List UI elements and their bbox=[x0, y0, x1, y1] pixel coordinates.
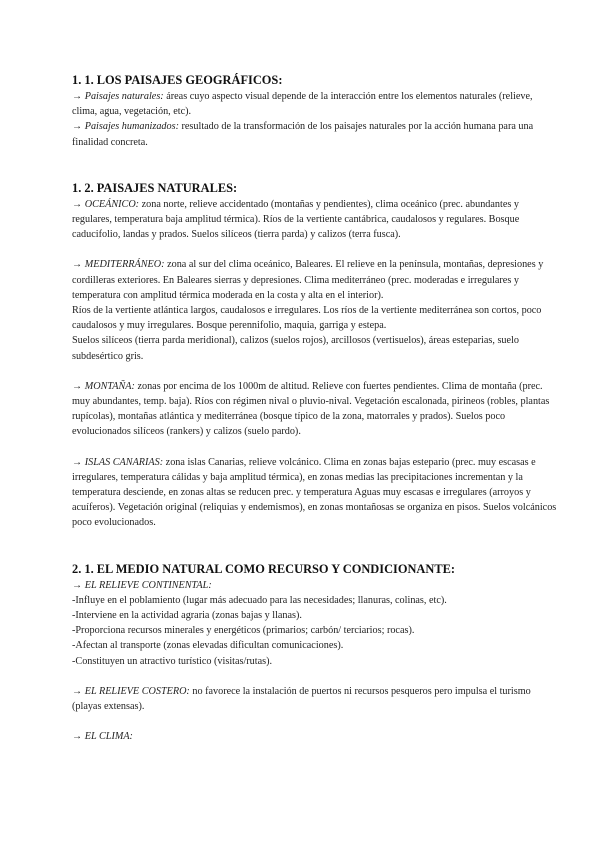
term-label: → EL RELIEVE COSTERO: bbox=[72, 685, 190, 697]
spacer bbox=[72, 364, 560, 379]
spacer bbox=[72, 714, 560, 729]
term-label: → MONTAÑA: bbox=[72, 380, 135, 392]
section-title-medio-natural: 2. 1. EL MEDIO NATURAL COMO RECURSO Y CONDICIONANTE: bbox=[72, 561, 455, 576]
paragraph-mediterraneo-rios: Ríos de la vertiente atlántica largos, caudalosos e irregulares. Los ríos de la vertiente mediterránea son cortos, poco caudalosos y muy irregulares. Bosque perennifolio, maquia, garriga y estepa. bbox=[72, 305, 542, 332]
term-text: zona al sur del clima oceánico, Baleares. El relieve en la península, montañas, depresiones y cordilleras exteriores. En Baleares sierras y depresiones. Clima mediterráneo (prec. moderadas e irregulares y temperatura con amplitud térmica moderada en la costa y alta en el interior). bbox=[72, 259, 544, 301]
term-label: → Paisajes naturales: bbox=[72, 91, 164, 102]
spacer bbox=[72, 531, 560, 561]
term-text: zona norte, relieve accidentado (montañas y pendientes), clima oceánico (prec. abundantes y regulares, temperatura baja amplitud térmica). Ríos de la vertiente cantábrica, caudalosos y regulares. Bosque caducifolio, landas y prados. Suelos silíceos (tierra parda) y calizos (terra fusca). bbox=[72, 198, 520, 241]
list-item: -Constituyen un atractivo turístico (visitas/rutas). bbox=[72, 655, 273, 667]
section-title-paisajes-naturales: 1. 2. PAISAJES NATURALES: bbox=[72, 180, 238, 195]
paragraph-montana bbox=[72, 379, 560, 440]
term-text: zona islas Canarias, relieve volcánico. Clima en zonas bajas estepario (prec. muy escasas e irregulares, temperatura cálidas y baja amplitud térmica), en zonas medias las precipitaciones incrementan y la temperatura desciende, en zonas altas se reducen prec. y temperatura Aguas muy escasas e irregulares (arroyos y acuíferos). Vegetación original (reliquias y endemismos), en zonas montañosas se organiza en pisos. Suelos volcánicos poco evolucionados. bbox=[72, 456, 557, 529]
paragraph-oceanico bbox=[72, 197, 560, 243]
subheading-clima: → EL CLIMA: bbox=[72, 731, 133, 743]
subheading-relieve-continental: → EL RELIEVE CONTINENTAL: bbox=[72, 579, 212, 591]
list-item: -Afectan al transporte (zonas elevadas dificultan comunicaciones). bbox=[72, 640, 344, 652]
paragraph-relieve-costero bbox=[72, 684, 560, 714]
term-label: → ISLAS CANARIAS: bbox=[72, 456, 164, 468]
paragraph-mediterraneo bbox=[72, 257, 560, 303]
spacer bbox=[72, 440, 560, 455]
list-item: -Interviene en la actividad agraria (zonas bajas y llanas). bbox=[72, 610, 302, 622]
paragraph-mediterraneo-suelos: Suelos silíceos (tierra parda meridional), calizos (suelos rojos), arcillosos (vertisuelos), áreas esteparias, suelo subdesértico gris. bbox=[72, 335, 519, 362]
paragraph-islas-canarias bbox=[72, 455, 560, 531]
section-title-paisajes-geograficos: 1. 1. LOS PAISAJES GEOGRÁFICOS: bbox=[72, 73, 283, 87]
paragraph-paisajes-naturales bbox=[72, 89, 560, 119]
term-text: resultado de la transformación de los paisajes naturales por la acción humana para una finalidad concreta. bbox=[72, 121, 534, 148]
list-item: -Influye en el poblamiento (lugar más adecuado para las necesidades; llanuras, colinas, etc). bbox=[72, 594, 447, 606]
term-label: → MEDITERRÁNEO: bbox=[72, 259, 165, 271]
term-label: → Paisajes humanizados: bbox=[72, 121, 179, 133]
paragraph-paisajes-humanizados bbox=[72, 119, 560, 149]
spacer bbox=[72, 669, 560, 684]
term-text: áreas cuyo aspecto visual depende de la interacción entre los elementos naturales (relieve, clima, agua, vegetación, etc). bbox=[72, 91, 533, 118]
term-text: zonas por encima de los 1000m de altitud. Relieve con fuertes pendientes. Clima de montaña (prec. muy abundantes, temp. baja). Ríos con régimen nival o pluvio-nival. Vegetación escalonada, pirineos (robles, plantas rupícolas), montañas atlántica y mediterránea (bosque típico de la zona, matorrales y prados). Suelos poco evolucionados silíceos (rankers) y calizos (suelo pardo). bbox=[72, 380, 550, 438]
term-text: no favorece la instalación de puertos ni recursos pesqueros pero impulsa el turismo (playas extensas). bbox=[72, 685, 531, 713]
term-label: → OCEÁNICO: bbox=[72, 198, 140, 210]
spacer bbox=[72, 242, 560, 257]
list-item: -Proporciona recursos minerales y energéticos (primarios; carbón/ terciarios; rocas). bbox=[72, 625, 415, 637]
spacer bbox=[72, 150, 560, 180]
